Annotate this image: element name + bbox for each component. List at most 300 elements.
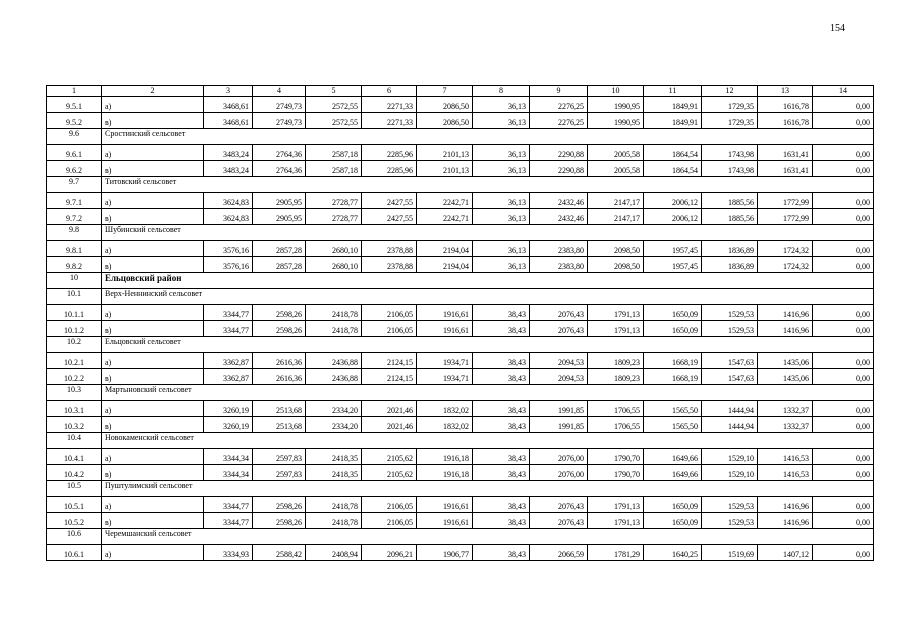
row-code: 10.3.2 — [47, 417, 102, 433]
value-cell: 2066,59 — [530, 545, 588, 561]
value-cell: 1791,13 — [588, 497, 644, 513]
value-cell: 1832,02 — [417, 401, 473, 417]
row-label: а) — [102, 305, 204, 321]
header-cell: 8 — [473, 86, 530, 97]
row-label: а) — [102, 545, 204, 561]
row-code: 9.7.1 — [47, 193, 102, 209]
value-cell: 36,13 — [473, 97, 530, 113]
value-cell: 2378,88 — [362, 257, 417, 273]
value-cell: 2513,68 — [253, 417, 306, 433]
header-cell: 11 — [644, 86, 702, 97]
value-cell: 1885,56 — [702, 193, 758, 209]
value-cell: 1547,63 — [702, 369, 758, 385]
section-name: Мартыновский сельсовет — [102, 385, 874, 401]
value-cell: 1864,54 — [644, 161, 702, 177]
row-label: а) — [102, 193, 204, 209]
row-code: 9.6 — [47, 129, 102, 145]
row-label: в) — [102, 113, 204, 129]
row-code: 10.4.1 — [47, 449, 102, 465]
value-cell: 1565,50 — [644, 401, 702, 417]
value-cell: 2857,28 — [253, 241, 306, 257]
row-label: а) — [102, 353, 204, 369]
value-cell: 2098,50 — [588, 257, 644, 273]
value-cell: 36,13 — [473, 145, 530, 161]
row-code: 9.7 — [47, 177, 102, 193]
value-cell: 1529,53 — [702, 321, 758, 337]
value-cell: 2271,33 — [362, 113, 417, 129]
value-cell: 1790,70 — [588, 449, 644, 465]
row-label: а) — [102, 401, 204, 417]
header-cell: 7 — [417, 86, 473, 97]
table-row — [47, 449, 874, 465]
value-cell: 2436,88 — [306, 369, 362, 385]
value-cell: 0,00 — [813, 369, 874, 385]
value-cell: 2598,26 — [253, 305, 306, 321]
value-cell: 1416,53 — [758, 449, 813, 465]
value-cell: 1547,63 — [702, 353, 758, 369]
section-name: Новокаменский сельсовет — [102, 433, 874, 449]
value-cell: 2076,00 — [530, 449, 588, 465]
value-cell: 2588,42 — [253, 545, 306, 561]
value-cell: 0,00 — [813, 161, 874, 177]
value-cell: 2764,36 — [253, 161, 306, 177]
value-cell: 3576,16 — [204, 257, 253, 273]
value-cell: 2094,53 — [530, 353, 588, 369]
value-cell: 1791,13 — [588, 305, 644, 321]
value-cell: 3344,77 — [204, 305, 253, 321]
value-cell: 1616,78 — [758, 97, 813, 113]
value-cell: 2408,94 — [306, 545, 362, 561]
value-cell: 1729,35 — [702, 97, 758, 113]
value-cell: 2749,73 — [253, 113, 306, 129]
value-cell: 1444,94 — [702, 417, 758, 433]
row-code: 10.1.1 — [47, 305, 102, 321]
value-cell: 2418,35 — [306, 465, 362, 481]
table-row — [47, 417, 874, 433]
value-cell: 2101,13 — [417, 161, 473, 177]
value-cell: 1668,19 — [644, 353, 702, 369]
header-cell: 3 — [204, 86, 253, 97]
table-row — [47, 97, 874, 113]
value-cell: 1836,89 — [702, 257, 758, 273]
row-label: в) — [102, 465, 204, 481]
value-cell: 2124,15 — [362, 369, 417, 385]
value-cell: 3260,19 — [204, 401, 253, 417]
value-cell: 3468,61 — [204, 97, 253, 113]
row-code: 9.5.2 — [47, 113, 102, 129]
header-cell: 5 — [306, 86, 362, 97]
row-label: а) — [102, 241, 204, 257]
value-cell: 2749,73 — [253, 97, 306, 113]
value-cell: 38,43 — [473, 465, 530, 481]
value-cell: 3344,34 — [204, 449, 253, 465]
row-code: 9.5.1 — [47, 97, 102, 113]
value-cell: 36,13 — [473, 113, 530, 129]
row-code: 10.5 — [47, 481, 102, 497]
row-code: 10.2 — [47, 337, 102, 353]
value-cell: 0,00 — [813, 113, 874, 129]
value-cell: 36,13 — [473, 209, 530, 225]
value-cell: 1416,53 — [758, 465, 813, 481]
value-cell: 0,00 — [813, 145, 874, 161]
value-cell: 2572,55 — [306, 97, 362, 113]
value-cell: 2101,13 — [417, 145, 473, 161]
value-cell: 0,00 — [813, 465, 874, 481]
value-cell: 1529,53 — [702, 497, 758, 513]
value-cell: 36,13 — [473, 161, 530, 177]
value-cell: 1519,69 — [702, 545, 758, 561]
table-row — [47, 545, 874, 561]
value-cell: 2076,43 — [530, 513, 588, 529]
value-cell: 1990,95 — [588, 113, 644, 129]
value-cell: 1416,96 — [758, 321, 813, 337]
value-cell: 2418,78 — [306, 497, 362, 513]
value-cell: 2076,43 — [530, 497, 588, 513]
value-cell: 2418,78 — [306, 305, 362, 321]
value-cell: 2598,26 — [253, 497, 306, 513]
section-name: Черемшанский сельсовет — [102, 529, 874, 545]
table-row — [47, 241, 874, 257]
value-cell: 1416,96 — [758, 497, 813, 513]
value-cell: 1332,37 — [758, 417, 813, 433]
value-cell: 1916,61 — [417, 513, 473, 529]
value-cell: 2587,18 — [306, 161, 362, 177]
value-cell: 3344,77 — [204, 513, 253, 529]
value-cell: 1809,23 — [588, 353, 644, 369]
header-cell: 2 — [102, 86, 204, 97]
value-cell: 2383,80 — [530, 241, 588, 257]
row-code: 9.8.1 — [47, 241, 102, 257]
header-row — [47, 86, 874, 97]
value-cell: 1791,13 — [588, 513, 644, 529]
value-cell: 1743,98 — [702, 161, 758, 177]
table-body — [47, 86, 874, 561]
table-row — [47, 369, 874, 385]
value-cell: 0,00 — [813, 353, 874, 369]
value-cell: 2285,96 — [362, 145, 417, 161]
value-cell: 1631,41 — [758, 161, 813, 177]
row-code: 10.4 — [47, 433, 102, 449]
row-code: 9.6.2 — [47, 161, 102, 177]
value-cell: 2076,43 — [530, 321, 588, 337]
value-cell: 1565,50 — [644, 417, 702, 433]
table-row — [47, 257, 874, 273]
value-cell: 2436,88 — [306, 353, 362, 369]
value-cell: 2418,35 — [306, 449, 362, 465]
value-cell: 2334,20 — [306, 401, 362, 417]
row-code: 10.6.1 — [47, 545, 102, 561]
value-cell: 2242,71 — [417, 193, 473, 209]
value-cell: 0,00 — [813, 321, 874, 337]
value-cell: 2616,36 — [253, 369, 306, 385]
value-cell: 1435,06 — [758, 353, 813, 369]
value-cell: 2418,78 — [306, 513, 362, 529]
row-code: 10.1.2 — [47, 321, 102, 337]
value-cell: 2147,17 — [588, 193, 644, 209]
value-cell: 0,00 — [813, 193, 874, 209]
table-row — [47, 161, 874, 177]
value-cell: 1706,55 — [588, 417, 644, 433]
value-cell: 36,13 — [473, 257, 530, 273]
value-cell: 2242,71 — [417, 209, 473, 225]
value-cell: 38,43 — [473, 401, 530, 417]
row-label: а) — [102, 497, 204, 513]
section-name: Сростинский сельсовет — [102, 129, 874, 145]
value-cell: 3344,77 — [204, 321, 253, 337]
section-row — [47, 225, 874, 241]
value-cell: 3576,16 — [204, 241, 253, 257]
row-label: в) — [102, 513, 204, 529]
value-cell: 1631,41 — [758, 145, 813, 161]
section-row — [47, 385, 874, 401]
value-cell: 1743,98 — [702, 145, 758, 161]
value-cell: 1407,12 — [758, 545, 813, 561]
value-cell: 1836,89 — [702, 241, 758, 257]
value-cell: 1529,53 — [702, 305, 758, 321]
value-cell: 1650,09 — [644, 321, 702, 337]
header-cell: 14 — [813, 86, 874, 97]
value-cell: 0,00 — [813, 209, 874, 225]
value-cell: 3260,19 — [204, 417, 253, 433]
value-cell: 1991,85 — [530, 417, 588, 433]
value-cell: 0,00 — [813, 401, 874, 417]
value-cell: 1916,18 — [417, 465, 473, 481]
row-code: 10.3.1 — [47, 401, 102, 417]
row-code: 10.4.2 — [47, 465, 102, 481]
row-label: в) — [102, 209, 204, 225]
value-cell: 2513,68 — [253, 401, 306, 417]
value-cell: 3468,61 — [204, 113, 253, 129]
row-label: в) — [102, 369, 204, 385]
row-label: в) — [102, 161, 204, 177]
row-label: а) — [102, 449, 204, 465]
row-code: 9.8 — [47, 225, 102, 241]
value-cell: 2680,10 — [306, 241, 362, 257]
value-cell: 2857,28 — [253, 257, 306, 273]
value-cell: 2432,46 — [530, 193, 588, 209]
value-cell: 2005,58 — [588, 145, 644, 161]
value-cell: 3344,34 — [204, 465, 253, 481]
tariff-table — [46, 85, 874, 561]
value-cell: 2271,33 — [362, 97, 417, 113]
value-cell: 1906,77 — [417, 545, 473, 561]
value-cell: 3334,93 — [204, 545, 253, 561]
value-cell: 2076,00 — [530, 465, 588, 481]
value-cell: 0,00 — [813, 241, 874, 257]
row-code: 10.2.2 — [47, 369, 102, 385]
value-cell: 1849,91 — [644, 97, 702, 113]
value-cell: 1332,37 — [758, 401, 813, 417]
value-cell: 0,00 — [813, 497, 874, 513]
table-row — [47, 353, 874, 369]
value-cell: 1650,09 — [644, 513, 702, 529]
value-cell: 1916,61 — [417, 497, 473, 513]
section-name: Верх-Неннинский сельсовет — [102, 289, 874, 305]
value-cell: 1649,66 — [644, 449, 702, 465]
value-cell: 1957,45 — [644, 257, 702, 273]
value-cell: 1885,56 — [702, 209, 758, 225]
value-cell: 2290,88 — [530, 145, 588, 161]
section-name: Пуштулимский сельсовет — [102, 481, 874, 497]
value-cell: 1864,54 — [644, 145, 702, 161]
value-cell: 2021,46 — [362, 401, 417, 417]
value-cell: 38,43 — [473, 513, 530, 529]
page-number: 154 — [830, 23, 845, 34]
value-cell: 1435,06 — [758, 369, 813, 385]
value-cell: 1772,99 — [758, 209, 813, 225]
value-cell: 1916,18 — [417, 449, 473, 465]
value-cell: 1772,99 — [758, 193, 813, 209]
value-cell: 2383,80 — [530, 257, 588, 273]
value-cell: 2285,96 — [362, 161, 417, 177]
value-cell: 1916,61 — [417, 305, 473, 321]
value-cell: 1957,45 — [644, 241, 702, 257]
value-cell: 2106,05 — [362, 305, 417, 321]
row-code: 10.5.2 — [47, 513, 102, 529]
value-cell: 36,13 — [473, 193, 530, 209]
value-cell: 2587,18 — [306, 145, 362, 161]
value-cell: 1724,32 — [758, 257, 813, 273]
value-cell: 3483,24 — [204, 145, 253, 161]
value-cell: 0,00 — [813, 417, 874, 433]
value-cell: 38,43 — [473, 417, 530, 433]
value-cell: 2764,36 — [253, 145, 306, 161]
row-label: в) — [102, 321, 204, 337]
header-cell: 12 — [702, 86, 758, 97]
header-cell: 10 — [588, 86, 644, 97]
row-code: 10.1 — [47, 289, 102, 305]
value-cell: 3362,87 — [204, 369, 253, 385]
section-row — [47, 177, 874, 193]
value-cell: 2276,25 — [530, 97, 588, 113]
section-name: Титовский сельсовет — [102, 177, 874, 193]
value-cell: 3624,83 — [204, 209, 253, 225]
header-cell: 4 — [253, 86, 306, 97]
row-code: 10.6 — [47, 529, 102, 545]
value-cell: 2147,17 — [588, 209, 644, 225]
value-cell: 38,43 — [473, 321, 530, 337]
section-name: Ельцовский сельсовет — [102, 337, 874, 353]
table-row — [47, 113, 874, 129]
value-cell: 2680,10 — [306, 257, 362, 273]
header-cell: 13 — [758, 86, 813, 97]
value-cell: 1729,35 — [702, 113, 758, 129]
table-row — [47, 305, 874, 321]
value-cell: 2006,12 — [644, 193, 702, 209]
value-cell: 1529,10 — [702, 449, 758, 465]
value-cell: 1650,09 — [644, 305, 702, 321]
district-name: Ельцовский район — [102, 273, 874, 289]
value-cell: 2905,95 — [253, 193, 306, 209]
value-cell: 2728,77 — [306, 209, 362, 225]
value-cell: 3483,24 — [204, 161, 253, 177]
value-cell: 2597,83 — [253, 449, 306, 465]
row-code: 9.8.2 — [47, 257, 102, 273]
table-row — [47, 465, 874, 481]
value-cell: 2616,36 — [253, 353, 306, 369]
value-cell: 36,13 — [473, 241, 530, 257]
row-code: 10 — [47, 273, 102, 289]
table-row — [47, 193, 874, 209]
value-cell: 2086,50 — [417, 113, 473, 129]
value-cell: 2086,50 — [417, 97, 473, 113]
section-name: Шубинский сельсовет — [102, 225, 874, 241]
value-cell: 38,43 — [473, 449, 530, 465]
value-cell: 2194,04 — [417, 241, 473, 257]
value-cell: 2106,05 — [362, 321, 417, 337]
value-cell: 2124,15 — [362, 353, 417, 369]
value-cell: 1934,71 — [417, 353, 473, 369]
table-row — [47, 513, 874, 529]
value-cell: 1724,32 — [758, 241, 813, 257]
value-cell: 1706,55 — [588, 401, 644, 417]
table-row — [47, 321, 874, 337]
value-cell: 0,00 — [813, 257, 874, 273]
row-code: 10.5.1 — [47, 497, 102, 513]
value-cell: 38,43 — [473, 497, 530, 513]
value-cell: 0,00 — [813, 449, 874, 465]
value-cell: 1416,96 — [758, 305, 813, 321]
value-cell: 38,43 — [473, 353, 530, 369]
value-cell: 2021,46 — [362, 417, 417, 433]
header-cell: 9 — [530, 86, 588, 97]
value-cell: 2597,83 — [253, 465, 306, 481]
value-cell: 1529,53 — [702, 513, 758, 529]
row-label: а) — [102, 145, 204, 161]
value-cell: 2006,12 — [644, 209, 702, 225]
value-cell: 1791,13 — [588, 321, 644, 337]
row-code: 9.6.1 — [47, 145, 102, 161]
value-cell: 1790,70 — [588, 465, 644, 481]
row-code: 10.3 — [47, 385, 102, 401]
row-label: а) — [102, 97, 204, 113]
value-cell: 1934,71 — [417, 369, 473, 385]
value-cell: 1991,85 — [530, 401, 588, 417]
value-cell: 2572,55 — [306, 113, 362, 129]
section-row — [47, 289, 874, 305]
header-cell: 6 — [362, 86, 417, 97]
value-cell: 2194,04 — [417, 257, 473, 273]
value-cell: 1832,02 — [417, 417, 473, 433]
section-row — [47, 433, 874, 449]
value-cell: 1616,78 — [758, 113, 813, 129]
value-cell: 0,00 — [813, 97, 874, 113]
value-cell: 1416,96 — [758, 513, 813, 529]
value-cell: 2598,26 — [253, 321, 306, 337]
value-cell: 38,43 — [473, 369, 530, 385]
value-cell: 1649,66 — [644, 465, 702, 481]
value-cell: 3362,87 — [204, 353, 253, 369]
value-cell: 1916,61 — [417, 321, 473, 337]
table-row — [47, 401, 874, 417]
value-cell: 2334,20 — [306, 417, 362, 433]
value-cell: 0,00 — [813, 545, 874, 561]
district-row — [47, 273, 874, 289]
value-cell: 1444,94 — [702, 401, 758, 417]
value-cell: 2098,50 — [588, 241, 644, 257]
value-cell: 2105,62 — [362, 449, 417, 465]
section-row — [47, 529, 874, 545]
row-code: 10.2.1 — [47, 353, 102, 369]
value-cell: 2427,55 — [362, 209, 417, 225]
section-row — [47, 337, 874, 353]
row-label: в) — [102, 257, 204, 273]
section-row — [47, 129, 874, 145]
value-cell: 1529,10 — [702, 465, 758, 481]
table-row — [47, 209, 874, 225]
value-cell: 2005,58 — [588, 161, 644, 177]
value-cell: 0,00 — [813, 513, 874, 529]
